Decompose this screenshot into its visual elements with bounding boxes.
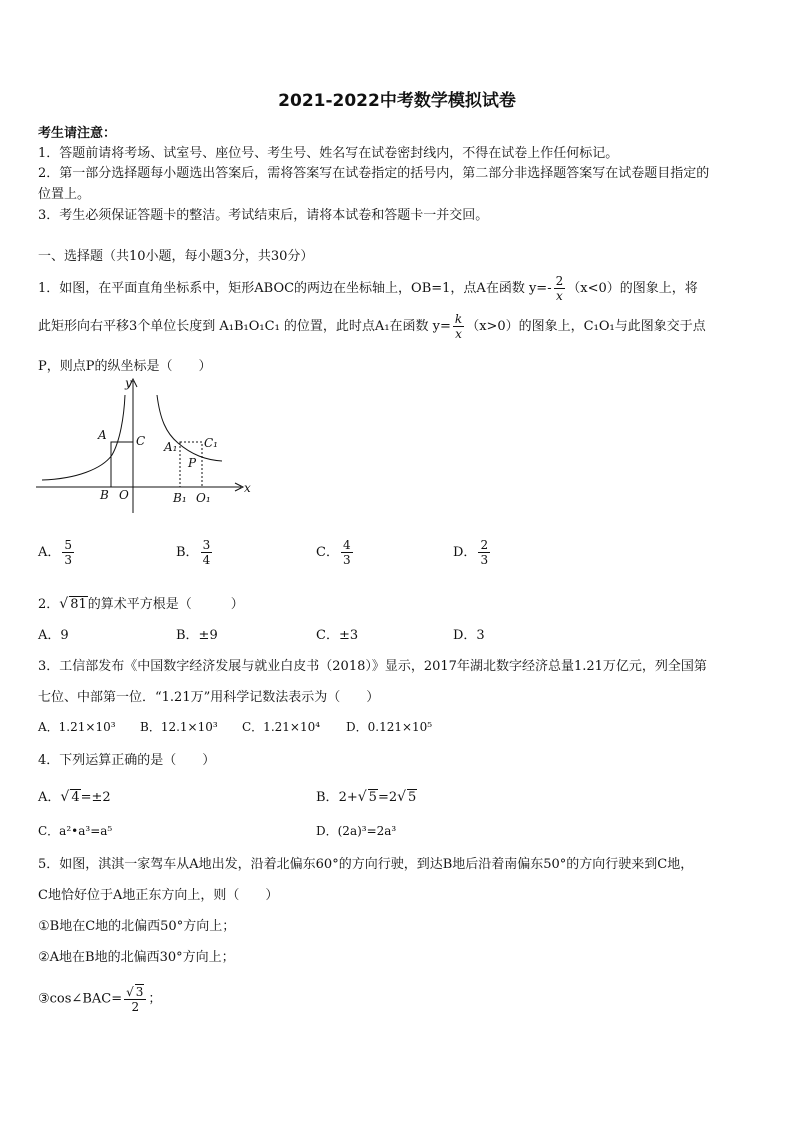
option-text: 2+: [338, 790, 358, 805]
label-c1: C₁: [204, 436, 218, 450]
notice-line: 位置上。: [38, 187, 91, 202]
q1-option-a: [38, 538, 76, 567]
fraction: [341, 538, 353, 567]
fraction: [201, 538, 213, 567]
radicand: 3: [135, 985, 144, 999]
option-letter: A．: [38, 790, 61, 805]
frac-num: 5: [64, 538, 73, 552]
radical-icon: √: [59, 596, 69, 612]
rectangle-aboc: [111, 442, 133, 487]
q3-line2: 七位、中部第一位．“1.21万”用科学记数法表示为（ ）: [38, 690, 380, 705]
radicand: 5: [408, 790, 417, 805]
q4-option-a: [38, 786, 111, 805]
radical-icon: √: [397, 789, 407, 805]
q3-option-d: D．0.121×10⁵: [346, 720, 433, 734]
q2-option-a: A．9: [38, 628, 69, 643]
q2-stem: [38, 593, 244, 612]
q1-text: （x<0）的图象上，将: [567, 281, 698, 296]
fraction: [453, 312, 464, 341]
label-y: y: [125, 376, 132, 390]
q5-statement-1: [38, 915, 235, 934]
frac-num: 2: [555, 274, 564, 288]
option-letter: D．: [453, 545, 477, 560]
option-letter: C．: [316, 545, 339, 560]
radicand: 5: [368, 790, 377, 805]
frac-den: x: [455, 327, 462, 341]
label-o1: O₁: [196, 491, 211, 505]
label-a1: A₁: [164, 440, 178, 454]
q1-line1: [38, 274, 698, 303]
q3-option-c: C．1.21×10⁴: [242, 720, 321, 734]
frac-den: 3: [342, 553, 351, 567]
frac-den: 2: [131, 1000, 140, 1014]
q1-line3: P，则点P的纵坐标是（ ）: [38, 359, 212, 374]
q3-option-a: A．1.21×10³: [38, 720, 116, 734]
radicand: 4: [71, 790, 80, 805]
option-letter: B．: [176, 545, 199, 560]
q1-text: 此矩形向右平移3个单位长度到 A₁B₁O₁C₁ 的位置，此时点A₁在函数 y=: [38, 319, 451, 334]
q4-option-b: [316, 786, 417, 805]
label-p: P: [188, 456, 197, 470]
radicand: 81: [70, 597, 87, 612]
fraction: [478, 538, 490, 567]
frac-num: [124, 984, 146, 1000]
q1-option-c: [316, 538, 355, 567]
q2-option-d: D．3: [453, 628, 485, 643]
statement-number: ①: [38, 919, 50, 934]
frac-num: 2: [480, 538, 489, 552]
option-letter: A．: [38, 545, 61, 560]
frac-num: k: [454, 312, 463, 326]
label-a: A: [98, 428, 107, 442]
fraction: [62, 538, 74, 567]
q1-option-b: [176, 538, 214, 567]
label-o: O: [119, 488, 129, 502]
statement-text: ；: [148, 991, 162, 1007]
q1-text: （x>0）的图象上，C₁O₁与此图象交于点: [466, 319, 706, 334]
curve-left: [42, 395, 125, 480]
statement-number: ②: [38, 950, 50, 965]
notice-line: 1．答题前请将考场、试室号、座位号、考生号、姓名写在试卷密封线内，不得在试卷上作任何标记。: [38, 146, 619, 161]
frac-den: 4: [202, 553, 211, 567]
page-title: 2021-2022中考数学模拟试卷: [278, 91, 516, 111]
option-text: =2: [377, 790, 398, 805]
q2-number: 2．: [38, 597, 60, 612]
q4-stem: 4．下列运算正确的是（ ）: [38, 753, 216, 768]
radical-icon: √: [126, 985, 134, 999]
frac-den: x: [556, 289, 563, 303]
frac-num: 4: [342, 538, 351, 552]
q5-line1: 5．如图，淇淇一家驾车从A地出发，沿着北偏东60°的方向行驶，到达B地后沿着南偏东50°的方向行驶来到C地，: [38, 857, 694, 872]
option-text: =±2: [80, 790, 111, 805]
label-c: C: [136, 434, 146, 448]
radical-icon: √: [357, 789, 367, 805]
q3-line1: 3．工信部发布《中国数字经济发展与就业白皮书（2018）》显示，2017年湖北数字经济总量1.21万亿元，列全国第: [38, 659, 707, 674]
q1-option-d: [453, 538, 492, 567]
radical-icon: √: [60, 789, 70, 805]
q2-option-b: B．±9: [176, 628, 218, 643]
notice-heading: 考生请注意：: [38, 126, 117, 141]
label-x: x: [244, 481, 251, 495]
q1-figure: [36, 375, 251, 515]
label-b1: B₁: [173, 491, 187, 505]
option-letter: B．: [316, 790, 339, 805]
q2-option-c: C．±3: [316, 628, 359, 643]
fraction: [554, 274, 566, 303]
notice-line: 3．考生必须保证答题卡的整洁。考试结束后，请将本试卷和答题卡一并交回。: [38, 208, 489, 223]
q3-option-b: B．12.1×10³: [140, 720, 218, 734]
statement-text: cos∠BAC=: [49, 991, 123, 1007]
q4-option-c: C．a²•a³=a⁵: [38, 824, 113, 838]
frac-num: 3: [202, 538, 211, 552]
q5-statement-3: [38, 984, 161, 1014]
q1-line2: [38, 312, 706, 341]
q1-text: 1．如图，在平面直角坐标系中，矩形ABOC的两边在坐标轴上，OB=1，点A在函数 y=-: [38, 281, 552, 296]
q5-line2: C地恰好位于A地正东方向上，则（ ）: [38, 888, 279, 903]
label-b: B: [100, 488, 109, 502]
statement-text: A地在B地的北偏西30°方向上；: [49, 950, 235, 965]
frac-den: 3: [64, 553, 73, 567]
q2-text: 的算术平方根是（ ）: [87, 597, 244, 612]
fraction: [124, 984, 146, 1014]
section-heading: 一、选择题（共10小题，每小题3分，共30分）: [38, 249, 314, 264]
notice-line: 2．第一部分选择题每小题选出答案后，需将答案写在试卷指定的括号内，第二部分非选择题答案写在试卷题目指定的: [38, 166, 710, 181]
statement-text: B地在C地的北偏西50°方向上；: [49, 919, 236, 934]
frac-den: 3: [480, 553, 489, 567]
statement-number: ③: [38, 991, 50, 1007]
q5-statement-2: [38, 946, 235, 965]
q4-option-d: D．(2a)³=2a³: [316, 824, 397, 838]
